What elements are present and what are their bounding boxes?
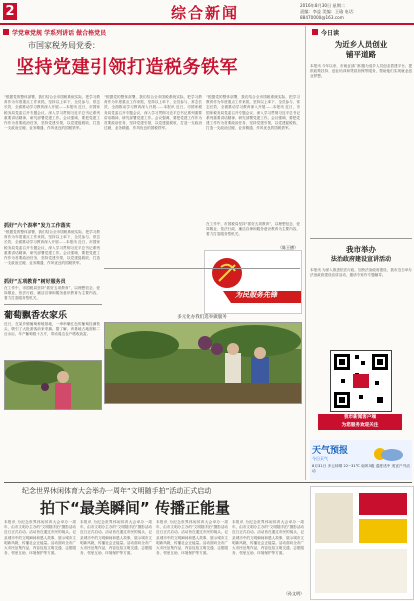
divider [310, 238, 412, 239]
lead-body-col1b: “根据党的整体部署，我们结合全市国税系统实际，把学习教育作为年度重点工作来抓，坚持以上率下、全员参与、常态长效，全面推动学习教育深入开展……本报讯 近日，市国家税务局党委召开专题会议，深入学习贯彻习近平总书记系列重要讲话精神，研究部署党建工作。会议强调，要把党建工作作为首要政治任务，坚持党建引领，以党建促税收，打造一支政治过硬、业务精通、作风优良的国税铁军。 [4, 230, 100, 266]
lead-body-col2: “根据党的整体部署，我们结合全市国税系统实际，把学习教育作为年度重点工作来抓，坚持以上率下、全员参与、常态长效，全面推动学习教育深入开展……本报讯 近日，市国家税务局党委召开专题会议，深入学习贯彻习近平总书记系列重要讲话精神，研究部署党建工作。会议强调，要把党建工作作为首要政治任务，坚持党建引领，以党建促税收，打造一支政治过硬、业务精通、作风优良的国税铁军。 [104, 95, 202, 131]
section-title: 综合新闻 [170, 4, 239, 22]
divider [4, 482, 412, 483]
lead-body-col1c: 在工作中，市国税局坚持“抓好五项教育”，以理想信念、爱岗敬业、依法行政、廉洁自律和服务意识教育为主要内容，着力打造服务型机关。 [4, 286, 100, 301]
divider [104, 268, 300, 269]
square-bullet-icon [3, 29, 9, 35]
law-headline-line1: 我市举办 [346, 245, 376, 254]
feature-body-col4: 本报讯 为纪念世界休闲体育大会举办一周年，由市文明办主办的“文明随手拍”摄影活动近日正式启动。活动旨在通过市民的镜头，记录城市中的文明瞬间和感人故事，展示城市文明新风貌，传播社会正能量。活动面向全市广大市民征集作品，内容包括文明交通、志愿服务、邻里互助、环境保护等方面。 [232, 520, 304, 556]
startup-headline-line1: 为近乡人员创业 [334, 40, 388, 49]
masthead-meta [300, 3, 412, 21]
meta-editors: 责编：李益 美编：王瑜 电话： [300, 9, 358, 14]
startup-headline [310, 40, 412, 60]
app-promo-line1: 我市新闻客户端 [343, 415, 377, 420]
weather-box [310, 440, 412, 480]
subhead-five-education: 抓好“五项教育”树好服务员 [4, 279, 66, 285]
party-ad-box [204, 250, 302, 314]
law-body: 本报讯 为深入推进依法行政，加快法治政府建设，我市近日举办法治政府建设宣讲活动，邀请专家作专题辅导。 [310, 268, 412, 278]
grape-headline: 葡萄飘香农家乐 [4, 311, 68, 321]
law-headline [310, 245, 412, 265]
startup-headline-line2: 铺平道路 [346, 50, 376, 59]
feature-body-col2: 本报讯 为纪念世界休闲体育大会举办一周年，由市文明办主办的“文明随手拍”摄影活动近日正式启动。活动旨在通过市民的镜头，记录城市中的文明瞬间和感人故事，展示城市文明新风貌，传播社会正能量。活动面向全市广大市民征集作品，内容包括文明交通、志愿服务、邻里互助、环境保护等方面。 [80, 520, 152, 556]
ad-strip [310, 486, 414, 600]
lead-body-col3: “根据党的整体部署，我们结合全市国税系统实际，把学习教育作为年度重点工作来抓，坚持以上率下、全员参与、常态长效，全面推动学习教育深入开展……本报讯 近日，市国家税务局党委召开专题会议，深入学习贯彻习近平总书记系列重要讲话精神，研究部署党建工作。会议强调，要把党建工作作为首要政治任务，坚持党建引领，以党建促税收，打造一支政治过硬、业务精通、作风优良的国税铁军。 [206, 95, 300, 131]
meta-email: 88470000@163.com [300, 15, 344, 20]
weather-text: 8月31日 多云转晴 22~31℃ 南风3级 湿度适中 适宜户外活动 [312, 464, 410, 474]
column-tag: 学党章党规 学系列讲话 做合格党员 [12, 30, 107, 37]
article-kicker: 市国家税务局党委： [28, 41, 100, 50]
feature-headline: 拍下“最美瞬间” 传播正能量 [40, 499, 230, 517]
grape-photo [104, 322, 302, 404]
party-slogan: 为民服务先锋 [235, 291, 277, 299]
startup-body: 本报讯 今年以来，市就业部门积极为返乡人员创业搭建平台，提供政策扶持、创业培训和贷款担保等服务，帮助他们实现就业创业梦想。 [310, 64, 412, 79]
picking-photo [4, 360, 102, 410]
qr-pattern-icon [331, 351, 391, 411]
today-read-tag: 今日读 [321, 30, 340, 37]
feature-body-col3: 本报讯 为纪念世界休闲体育大会举办一周年，由市文明办主办的“文明随手拍”摄影活动近日正式启动。活动旨在通过市民的镜头，记录城市中的文明瞬间和感人故事，展示城市文明新风貌，传播社会正能量。活动面向全市广大市民征集作品，内容包括文明交通、志愿服务、邻里互助、环境保护等方面。 [156, 520, 228, 556]
law-headline-line2: 法治政府建设宣讲活动 [330, 256, 391, 263]
meta-date: 2016年8月30日 星期二 [300, 3, 346, 8]
page-number: 2 [3, 3, 17, 20]
party-emblem-icon [205, 251, 301, 313]
grape-body: 近日，在某乡镇葡萄种植基地，一串串紫红色的葡萄挂满枝头，吸引了大批游客前来采摘。据了解，该基地占地面积二百余亩，年产葡萄数十万斤，带动周边农户增收致富。 [4, 322, 100, 337]
lead-headline: 坚持党建引领打造税务铁军 [16, 57, 238, 78]
divider [4, 304, 102, 305]
lead-body-col3b: 在工作中，市国税局坚持“抓好五项教育”，以理想信念、爱岗敬业、依法行政、廉洁自律和服务意识教育为主要内容，着力打造服务型机关。 [206, 222, 300, 237]
cloud-icon [370, 442, 408, 462]
app-promo-line2: 为您服务欢迎关注 [341, 423, 379, 428]
app-promo-banner [318, 414, 402, 430]
lead-body-col1: “根据党的整体部署，我们结合全市国税系统实际，把学习教育作为年度重点工作来抓，坚持以上率下、全员参与、常态长效，全面推动学习教育深入开展……本报讯 近日，市国家税务局党委召开专题会议，深入学习贯彻习近平总书记系列重要讲话精神，研究部署党建工作。会议强调，要把党建工作作为首要政治任务，坚持党建引领，以党建促税收，打造一支政治过硬、业务精通、作风优良的国税铁军。 [4, 95, 100, 131]
subhead-six-models: 抓好“六个表率”发力工作落实 [4, 223, 71, 229]
header-rule [0, 23, 414, 25]
ad-illustration-icon [311, 487, 411, 597]
feature-body-col1: 本报讯 为纪念世界休闲体育大会举办一周年，由市文明办主办的“文明随手拍”摄影活动近日正式启动。活动旨在通过市民的镜头，记录城市中的文明瞬间和感人故事，展示城市文明新风貌，传播社会正能量。活动面向全市广大市民征集作品，内容包括文明交通、志愿服务、邻里互助、环境保护等方面。 [4, 520, 76, 556]
vineyard-photo-icon [105, 323, 301, 403]
picking-photo-icon [5, 361, 101, 409]
weather-title: 天气预报 [312, 446, 349, 456]
feature-kicker: 纪念世界休闲体育大会举办一周年“文明随手拍”活动正式启动 [22, 487, 212, 495]
column-divider [305, 26, 306, 480]
qr-code-icon[interactable] [330, 350, 392, 412]
weather-tag: 今日天气 [312, 456, 328, 461]
square-bullet-icon [312, 29, 318, 35]
article-author: （陈王德） [278, 245, 298, 250]
feature-author: （孙文明） [284, 591, 304, 596]
service-caption: 多元化办我们选举做服务 [177, 315, 227, 320]
